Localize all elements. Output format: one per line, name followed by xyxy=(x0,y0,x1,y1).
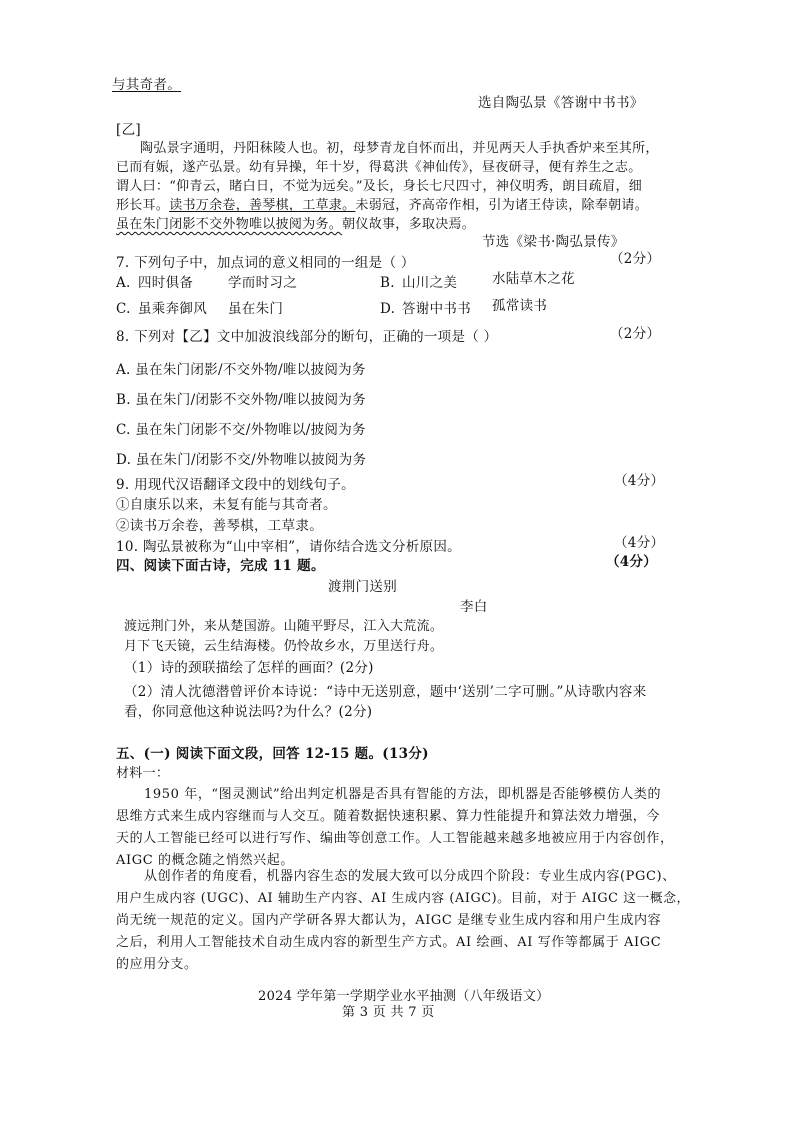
poem-author: 李白 xyxy=(460,599,488,615)
wavy-underlined-sentence: 虽在朱门闭影不交外物唯以披阅为务。 xyxy=(116,217,343,232)
q9-item-2: ②读书万余卷，善琴棋，工草隶。 xyxy=(116,518,323,534)
q9-item-1: ①自康乐以来，未复有能与其奇者。 xyxy=(116,497,337,513)
poem-title: 渡荆门送别 xyxy=(328,579,397,595)
q9-stem: 9. 用现代汉语翻译文段中的划线句子。 xyxy=(116,477,355,493)
poem-line: 月下飞天镜，云生结海楼。仍怜故乡水，万里送行舟。 xyxy=(124,639,444,654)
material-1-text: 用户生成内容 (UGC)、AI 辅助生产内容、AI 生成内容 (AIGC)。目前，对于 AIGC 这一概念， xyxy=(116,891,690,906)
section4-q2-cont: 看，你同意他这种说法吗?为什么？(2分) xyxy=(124,704,373,720)
section4-q2: （2）清人沈德潜曾评价本诗说：“诗中无送别意，题中‘送别’二字可删。”从诗歌内容来 xyxy=(124,684,647,700)
q8-stem: 8. 下列对【乙】文中加波浪线部分的断句，正确的一项是（ ） xyxy=(116,329,498,345)
q7-option-c-2: 虽在朱门 xyxy=(228,301,284,317)
q7-score: （2分） xyxy=(610,251,661,267)
q7-option-a-1: 四时俱备 xyxy=(138,275,194,291)
q8-option-b: B. 虽在朱门/闭影不交外物/唯以披阅为务 xyxy=(116,392,366,408)
passage-a-tail: 与其奇者。 xyxy=(112,77,181,93)
material-1-text: 思维方式来生成内容继而与人交互。随着数据快速积累、算力性能提升和算法效力增强，今 xyxy=(116,809,661,824)
q8-option-c: C. 虽在朱门闭影不交/外物唯以/披阅为务 xyxy=(116,422,366,438)
q9-score: （4分） xyxy=(614,473,665,489)
material-1-text: 天的人工智能已经可以进行写作、编曲等创意工作。人工智能越来越多地被应用于内容创作， xyxy=(116,831,674,846)
q7-option-d-label: D. xyxy=(380,301,396,317)
passage-b-text: 朝仪故事，多取决焉。 xyxy=(342,217,476,232)
footer-title: 2024 学年第一学期学业水平抽测（八年级语文） xyxy=(258,989,550,1004)
q10-stem: 10. 陶弘景被称为“山中宰相”，请你结合选文分析原因。 xyxy=(116,539,461,555)
passage-b-line: 陶弘景字通明，丹阳秣陵人也。初，母梦青龙自怀而出，并见两天人手执香炉来至其所， xyxy=(140,141,659,156)
underlined-sentence: 读书万余卷，善琴棋，工草隶。 xyxy=(169,198,356,213)
q7-option-b-2: 水陆草木之花 xyxy=(492,271,575,287)
section4-heading: 四、阅读下面古诗，完成 11 题。 xyxy=(116,558,325,574)
passage-b-line xyxy=(116,197,648,215)
passage-b-line xyxy=(116,216,475,234)
q7-option-d-1: 答谢中书书 xyxy=(402,301,471,317)
q8-score: （2分） xyxy=(610,326,661,342)
material-1-text: 之后，利用人工智能技术自动生成内容的新型生产方式。AI 绘画、AI 写作等都属于 AIGC xyxy=(116,935,662,950)
q8-option-a: A. 虽在朱门闭影/不交外物/唯以披阅为务 xyxy=(116,362,366,378)
q7-option-a-2: 学而时习之 xyxy=(228,275,297,291)
passage-b-line: 谓人曰：“仰青云，睹白日，不觉为远矣。”及长，身长七尺四寸，神仪明秀，朗目疏眉，细 xyxy=(116,179,643,194)
passage-b-label: [乙] xyxy=(116,122,141,138)
passage-b-line: 已而有娠，遂产弘景。幼有异操，年十岁，得葛洪《神仙传》，昼夜研寻，便有养生之志。 xyxy=(116,160,642,175)
section4-q1: （1）诗的颈联描绘了怎样的画面？(2分) xyxy=(124,660,374,676)
q7-option-c-label: C. xyxy=(116,301,131,317)
passage-b-text: 未弱冠，齐高帝作相，引为诸王侍读，除奉朝请。 xyxy=(355,198,649,213)
q7-option-c-1: 虽乘奔御风 xyxy=(138,301,207,317)
passage-b-source: 节选《梁书·陶弘景传》 xyxy=(482,234,625,250)
section4-score: （4分） xyxy=(606,554,658,570)
material-1-text: AIGC 的概念随之悄然兴起。 xyxy=(116,853,294,868)
material-1-text: 尚无统一规范的定义。国内产学研各界大都认为，AIGC 是继专业生成内容和用户生成内容 xyxy=(116,913,662,928)
poem-line: 渡远荆门外，来从楚国游。山随平野尽，江入大荒流。 xyxy=(124,619,444,634)
q7-stem: 7. 下列句子中，加点词的意义相同的一组是（ ） xyxy=(116,255,415,271)
section5-heading: 五、(一) 阅读下面文段，回答 12-15 题。(13分) xyxy=(116,746,429,762)
passage-a-source: 选自陶弘景《答谢中书书》 xyxy=(478,95,644,111)
q7-option-a-label: A. xyxy=(116,275,131,291)
q7-option-b-1: 山川之美 xyxy=(402,275,458,291)
material-1-text: 从创作者的角度看，机器内容生态的发展大致可以分成四个阶段：专业生成内容(PGC)、 xyxy=(144,869,676,884)
q7-option-b-label: B. xyxy=(380,275,395,291)
material-1-text: 1950 年，“图灵测试”给出判定机器是否具有智能的方法，即机器是否能够模仿人类的 xyxy=(144,787,662,802)
q7-option-d-2: 孤常读书 xyxy=(492,298,548,314)
q10-score: （4分） xyxy=(614,535,665,551)
material-1-text: 的应用分支。 xyxy=(116,957,198,972)
footer-page-number: 第 3 页 共 7 页 xyxy=(342,1005,435,1020)
passage-b-text: 形长耳。 xyxy=(116,198,170,213)
q8-option-d: D. 虽在朱门/闭影不交/外物唯以披阅为务 xyxy=(116,452,367,468)
material-1-label: 材料一： xyxy=(116,766,170,781)
